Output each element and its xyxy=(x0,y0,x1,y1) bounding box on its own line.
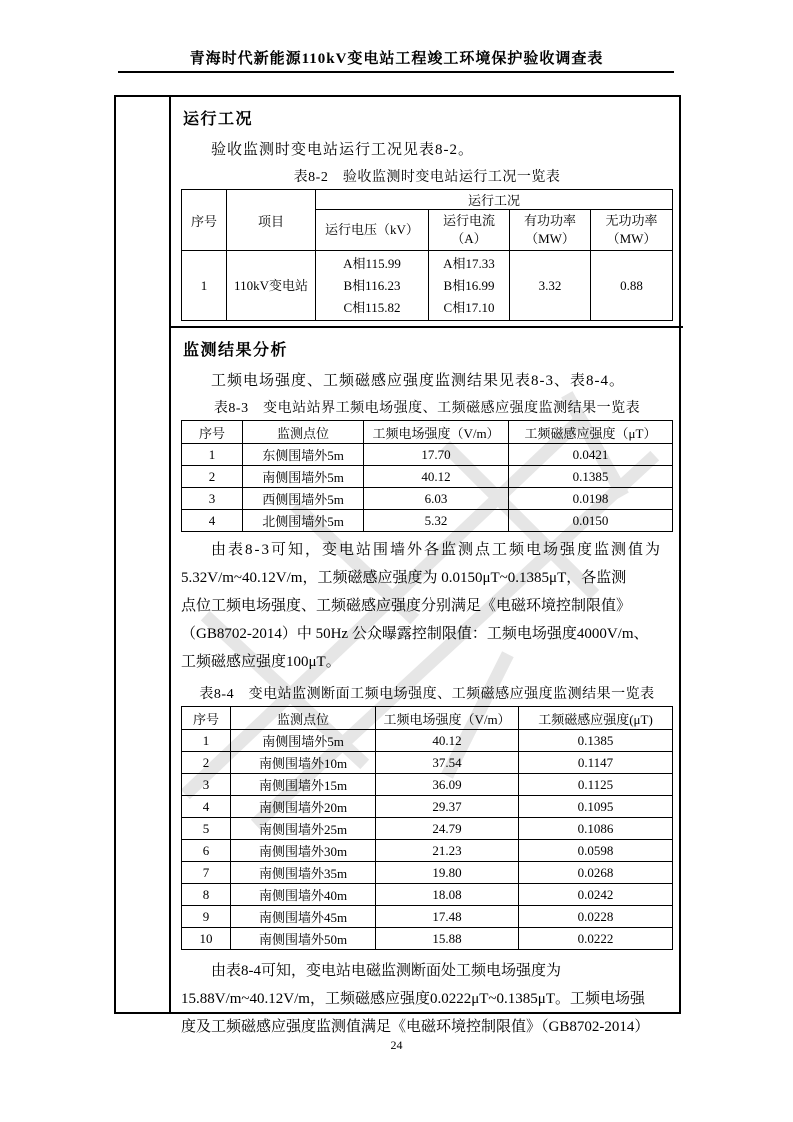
table-header-row xyxy=(182,707,673,730)
table-row xyxy=(182,840,673,862)
text-line: 度及工频磁感应强度监测值满足《电磁环境控制限值》（GB8702-2014） xyxy=(181,1019,650,1035)
operating-intro-text: 验收监测时变电站运行工况见表8-2。 xyxy=(211,142,474,158)
section-operating-conditions xyxy=(181,106,673,321)
table-cell: 0.88 xyxy=(591,251,673,321)
table-cell: 0.1086 xyxy=(519,818,673,840)
table-cell: 18.08 xyxy=(376,884,519,906)
table-row xyxy=(182,730,673,752)
table-row xyxy=(182,510,673,532)
table-cell: 3 xyxy=(182,488,243,510)
column-header: 序号 xyxy=(182,707,231,730)
table-cell: 北侧围墙外5m xyxy=(243,510,364,532)
column-header: 项目 xyxy=(227,190,316,251)
table-row xyxy=(182,190,673,210)
table-cell: 1 xyxy=(182,251,227,321)
table-cell: 0.1125 xyxy=(519,774,673,796)
table-cell: 0.1095 xyxy=(519,796,673,818)
table-cell: 南侧围墙外5m xyxy=(243,466,364,488)
table-cell: 0.1385 xyxy=(509,466,673,488)
table-row xyxy=(182,862,673,884)
text-line: （MW） xyxy=(606,231,657,246)
table-row xyxy=(182,752,673,774)
table-cell: 36.09 xyxy=(376,774,519,796)
column-header xyxy=(510,210,591,251)
text-line: 由表8-4可知，变电站电磁监测断面处工频电场强度为 xyxy=(211,963,561,979)
text-line: 有功功率 xyxy=(523,213,576,228)
text-line: 15.88V/m~40.12V/m，工频磁感应强度0.0222μT~0.1385μT。工频电场强 xyxy=(181,991,645,1007)
table-row xyxy=(182,906,673,928)
table-cell: 0.1147 xyxy=(519,752,673,774)
content-column xyxy=(171,97,683,1035)
table-cell: 17.70 xyxy=(364,444,509,466)
table-cell: 21.23 xyxy=(376,840,519,862)
column-header: 工频磁感应强度（μT） xyxy=(509,421,673,444)
content-frame xyxy=(114,95,681,1035)
table-cell: 0.0598 xyxy=(519,840,673,862)
table-cell xyxy=(429,251,510,321)
table-cell: 南侧围墙外5m xyxy=(231,730,376,752)
text-line: A相17.33 xyxy=(443,255,495,271)
section-divider xyxy=(171,326,683,328)
table-cell: 0.0150 xyxy=(509,510,673,532)
column-header: 工频磁感应强度(μT) xyxy=(519,707,673,730)
table-cell: 10 xyxy=(182,928,231,950)
column-header: 序号 xyxy=(182,190,227,251)
table-cell: 南侧围墙外45m xyxy=(231,906,376,928)
table-8-2 xyxy=(181,189,673,321)
table-cell: 3 xyxy=(182,774,231,796)
table-cell: 15.88 xyxy=(376,928,519,950)
paragraph-table-8-3-analysis xyxy=(181,536,673,676)
text-line: 5.32V/m~40.12V/m，工频磁感应强度为 0.0150μT~0.1385μT，各监测 xyxy=(181,570,627,586)
table-8-4 xyxy=(181,706,673,950)
table-row xyxy=(182,488,673,510)
page-number: 24 xyxy=(390,1038,403,1052)
column-header: 序号 xyxy=(182,421,243,444)
table-cell: 6.03 xyxy=(364,488,509,510)
column-header xyxy=(429,210,510,251)
table-cell: 南侧围墙外20m xyxy=(231,796,376,818)
table-cell: 0.0228 xyxy=(519,906,673,928)
table-cell: 1 xyxy=(182,730,231,752)
text-line: 运行电流 xyxy=(442,213,495,228)
table-cell: 0.0421 xyxy=(509,444,673,466)
table-cell: 19.80 xyxy=(376,862,519,884)
table-cell: 5.32 xyxy=(364,510,509,532)
table-cell xyxy=(316,251,429,321)
text-line: C相17.10 xyxy=(443,299,495,315)
table-8-3 xyxy=(181,420,673,532)
text-line: 由表8-3可知，变电站围墙外各监测点工频电场强度监测值为 xyxy=(211,542,662,558)
text-line: A相115.99 xyxy=(343,255,401,271)
column-header: 监测点位 xyxy=(231,707,376,730)
table-cell: 南侧围墙外25m xyxy=(231,818,376,840)
table-cell: 东侧围墙外5m xyxy=(243,444,364,466)
column-header: 工频电场强度（V/m） xyxy=(376,707,519,730)
table-row xyxy=(182,796,673,818)
table-cell: 40.12 xyxy=(376,730,519,752)
table-cell: 4 xyxy=(182,510,243,532)
table-row xyxy=(182,466,673,488)
table-cell: 2 xyxy=(182,752,231,774)
table-header-row xyxy=(182,421,673,444)
table-cell: 1 xyxy=(182,444,243,466)
column-header: 运行电压（kV） xyxy=(316,210,429,251)
table-cell: 9 xyxy=(182,906,231,928)
table-cell: 0.0222 xyxy=(519,928,673,950)
text-line: （MW） xyxy=(525,231,575,246)
left-empty-column xyxy=(116,97,171,1012)
table-8-2-caption: 表8-2 验收监测时变电站运行工况一览表 xyxy=(293,170,561,185)
table-cell: 4 xyxy=(182,796,231,818)
table-cell: 0.0242 xyxy=(519,884,673,906)
text-line: C相115.82 xyxy=(343,299,401,315)
table-cell: 南侧围墙外30m xyxy=(231,840,376,862)
table-cell: 17.48 xyxy=(376,906,519,928)
table-cell: 5 xyxy=(182,818,231,840)
column-header: 工频电场强度（V/m） xyxy=(364,421,509,444)
table-row xyxy=(182,884,673,906)
table-cell: 西侧围墙外5m xyxy=(243,488,364,510)
table-cell: 南侧围墙外35m xyxy=(231,862,376,884)
table-cell: 南侧围墙外40m xyxy=(231,884,376,906)
section-heading-results: 监测结果分析 xyxy=(183,342,289,359)
table-row xyxy=(182,444,673,466)
table-cell: 0.0268 xyxy=(519,862,673,884)
text-line: 无功功率 xyxy=(605,213,658,228)
table-row xyxy=(182,774,673,796)
table-cell: 7 xyxy=(182,862,231,884)
table-cell: 8 xyxy=(182,884,231,906)
header-divider xyxy=(118,71,674,73)
table-8-3-caption: 表8-3 变电站站界工频电场强度、工频磁感应强度监测结果一览表 xyxy=(213,401,641,416)
table-cell: 6 xyxy=(182,840,231,862)
results-intro-text: 工频电场强度、工频磁感应强度监测结果见表8-3、表8-4。 xyxy=(211,373,625,389)
text-line: （A） xyxy=(451,231,487,246)
column-header: 监测点位 xyxy=(243,421,364,444)
table-8-4-caption: 表8-4 变电站监测断面工频电场强度、工频磁感应强度监测结果一览表 xyxy=(199,687,655,702)
text-line: B相16.99 xyxy=(443,277,495,293)
table-cell: 37.54 xyxy=(376,752,519,774)
table-cell: 2 xyxy=(182,466,243,488)
paragraph-table-8-4-analysis xyxy=(181,957,673,1041)
table-cell: 24.79 xyxy=(376,818,519,840)
table-row xyxy=(182,818,673,840)
table-cell: 3.32 xyxy=(510,251,591,321)
text-line: 工频磁感应强度100μT。 xyxy=(181,654,341,670)
table-row xyxy=(182,928,673,950)
column-header-group: 运行工况 xyxy=(316,190,673,210)
table-cell: 29.37 xyxy=(376,796,519,818)
section-monitoring-results xyxy=(181,337,673,1041)
table-cell: 南侧围墙外50m xyxy=(231,928,376,950)
table-cell: 南侧围墙外15m xyxy=(231,774,376,796)
table-cell: 40.12 xyxy=(364,466,509,488)
text-line: 点位工频电场强度、工频磁感应强度分别满足《电磁环境控制限值》 xyxy=(181,598,632,614)
table-cell: 南侧围墙外10m xyxy=(231,752,376,774)
section-heading-operating: 运行工况 xyxy=(183,111,254,128)
table-cell: 0.1385 xyxy=(519,730,673,752)
table-row xyxy=(182,251,673,321)
text-line: （GB8702-2014）中 50Hz 公众曝露控制限值：工频电场强度4000V/m、 xyxy=(181,626,649,642)
column-header xyxy=(591,210,673,251)
table-cell: 0.0198 xyxy=(509,488,673,510)
page-title: 青海时代新能源110kV变电站工程竣工环境保护验收调查表 xyxy=(189,51,604,67)
table-cell: 110kV变电站 xyxy=(227,251,316,321)
text-line: B相116.23 xyxy=(343,277,401,293)
